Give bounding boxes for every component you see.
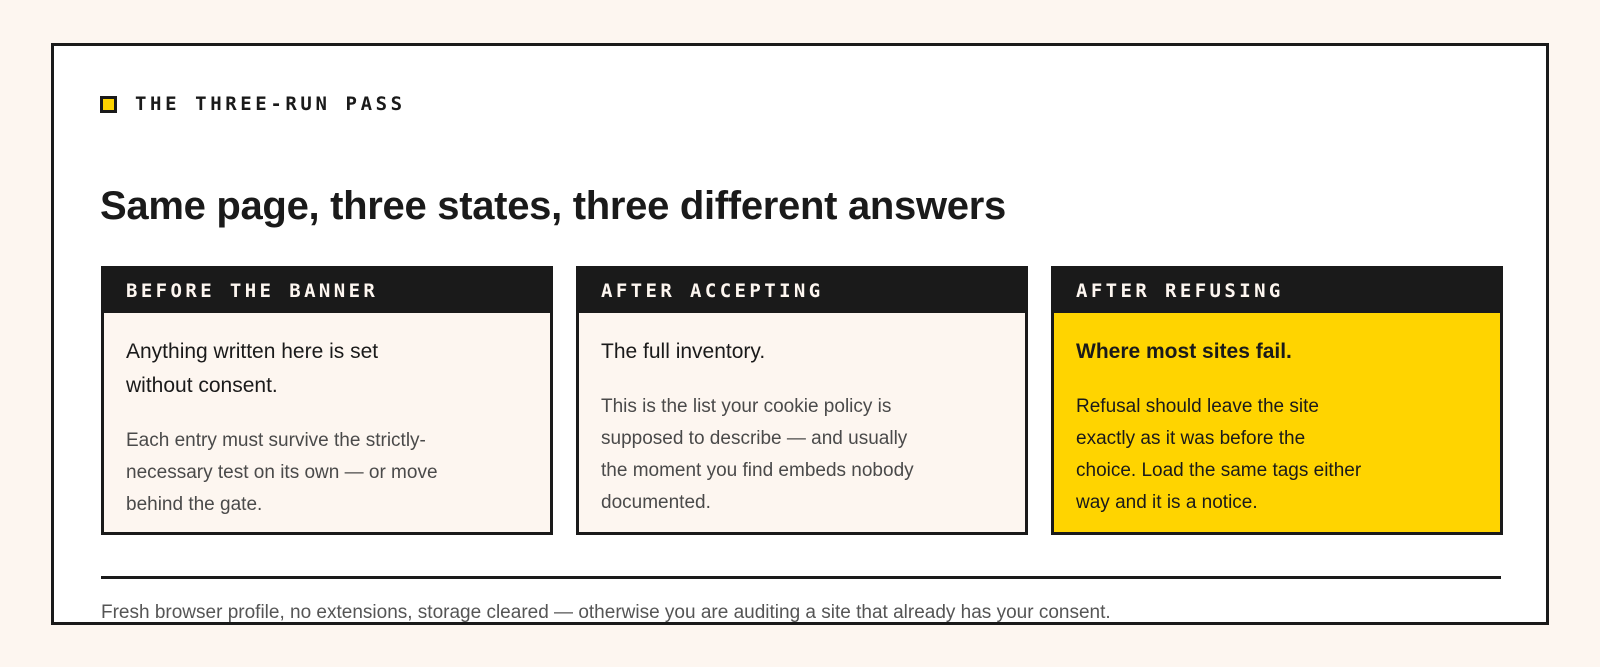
- card-before-banner: [101, 266, 553, 535]
- card-body: [104, 313, 550, 521]
- card-title: AFTER ACCEPTING: [601, 280, 824, 302]
- card-lead: Where most sites fail.: [1076, 340, 1292, 363]
- yellow-square-icon: [100, 96, 117, 113]
- card-title: BEFORE THE BANNER: [126, 280, 379, 302]
- card-title: AFTER REFUSING: [1076, 280, 1284, 302]
- card-body: [579, 313, 1025, 519]
- card-lead: Anything written here is set without consent.: [126, 340, 379, 397]
- footnote: Fresh browser profile, no extensions, storage cleared — otherwise you are auditing a site that already has your consent.: [101, 602, 1111, 623]
- page-title: Same page, three states, three different answers: [100, 184, 1006, 228]
- card-header: [104, 269, 550, 313]
- card-description: Refusal should leave the site exactly as it was before the choice. Load the same tags either way and it is a notice.: [1076, 396, 1362, 513]
- card-lead: The full inventory.: [601, 340, 766, 363]
- card-after-accepting: [576, 266, 1028, 535]
- card-header: [1054, 269, 1500, 313]
- card-body: [1054, 313, 1500, 519]
- panel: [51, 43, 1549, 625]
- card-description: Each entry must survive the strictly-necessary test on its own — or move behind the gate.: [126, 430, 438, 515]
- divider: [101, 576, 1501, 579]
- eyebrow-label: THE THREE-RUN PASS: [135, 93, 406, 115]
- card-header: [579, 269, 1025, 313]
- card-after-refusing: [1051, 266, 1503, 535]
- card-description: This is the list your cookie policy is supposed to describe — and usually the moment you find embeds nobody documented.: [601, 396, 914, 513]
- eyebrow: [100, 92, 406, 116]
